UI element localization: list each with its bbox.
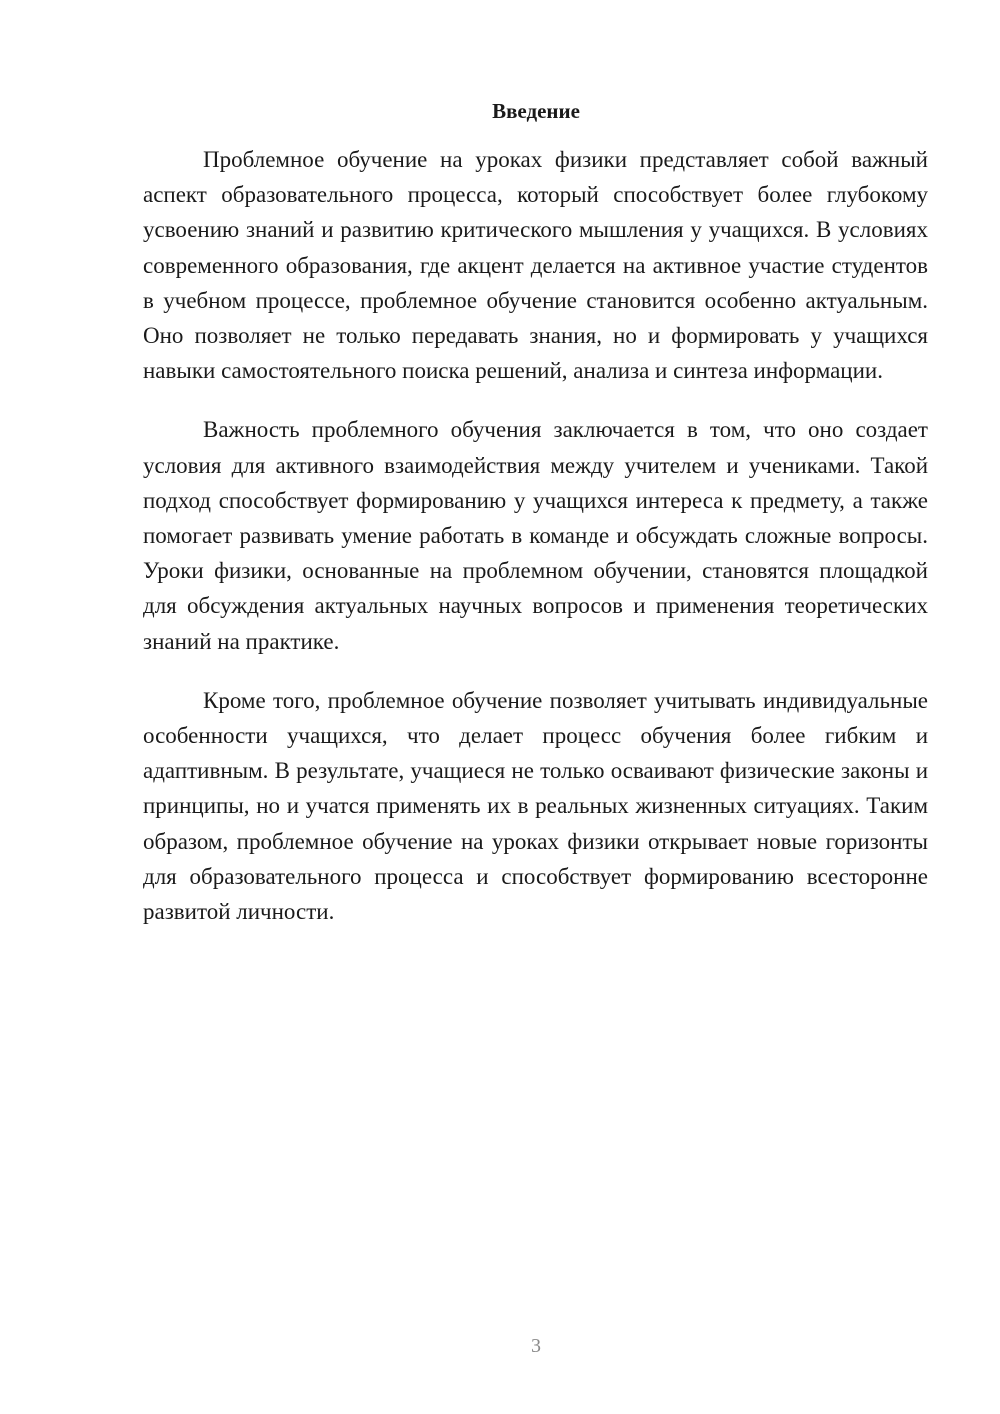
page-number: 3 bbox=[531, 1335, 541, 1357]
paragraph-3: Кроме того, проблемное обучение позволяет учитывать индивидуальные особенности учащихся, что делает процесс обучения более гибким и адаптивным. В результате, учащиеся не только осваивают физические законы и принципы, но и учатся применять их в реальных жизненных ситуациях. Таким образом, проблемное обучение на уроках физики открывает новые горизонты для образовательного процесса и способствует формированию всесторонне развитой личности. bbox=[143, 687, 928, 925]
body-text bbox=[143, 142, 928, 953]
page-title: Введение bbox=[492, 99, 580, 123]
paragraph-1: Проблемное обучение на уроках физики представляет собой важный аспект образовательного процесса, который способствует более глубокому усвоению знаний и развитию критического мышления у учащихся. В условиях современного образования, где акцент делается на активное участие студентов в учебном процессе, проблемное обучение становится особенно актуальным. Оно позволяет не только передавать знания, но и формировать у учащихся навыки самостоятельного поиска решений, анализа и синтеза информации. bbox=[143, 147, 928, 384]
paragraph-2: Важность проблемного обучения заключается в том, что оно создает условия для активного взаимодействия между учителем и учениками. Такой подход способствует формированию у учащихся интереса к предмету, а также помогает развивать умение работать в команде и обсуждать сложные вопросы. Уроки физики, основанные на проблемном обучении, становятся площадкой для обсуждения актуальных научных вопросов и применения теоретических знаний на практике. bbox=[143, 417, 928, 654]
